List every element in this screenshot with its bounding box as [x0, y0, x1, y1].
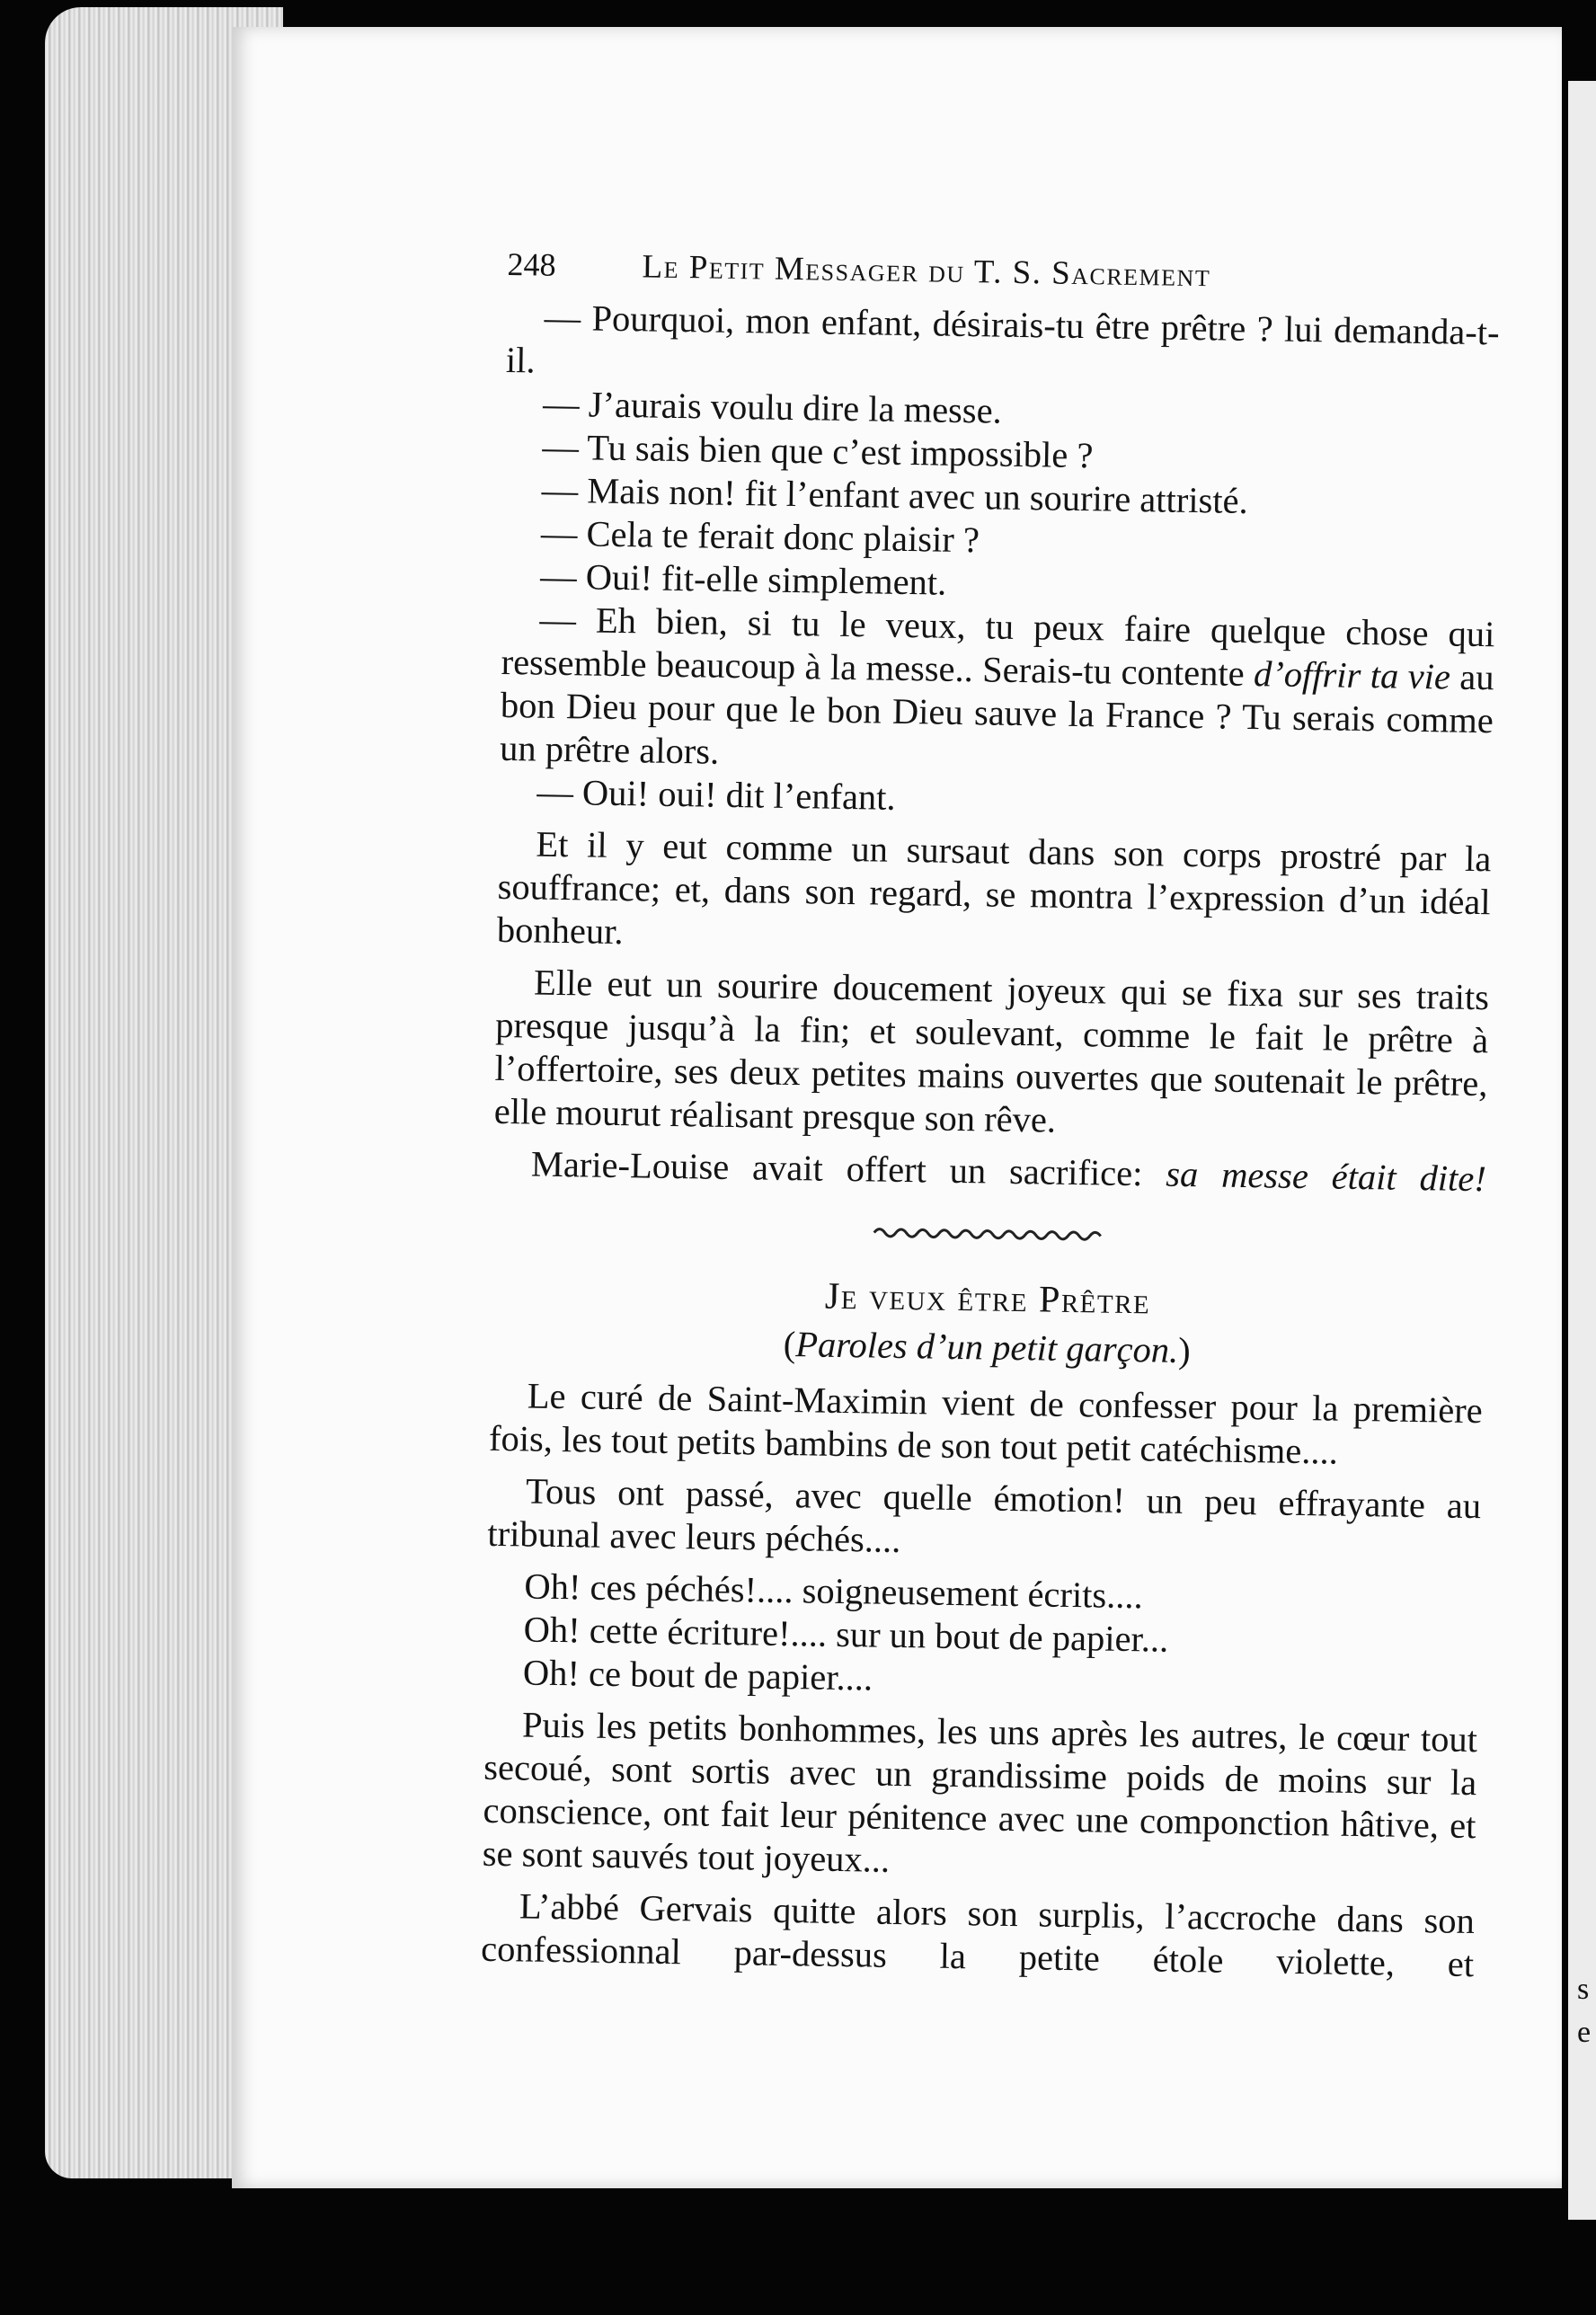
paragraph: Elle eut un sourire doucement joyeux qui se fixa sur ses traits presque jusqu’à la fin; et soulevant, comme le fait le prêtre à l’offertoire, ses deux petites mains ouvertes que soutenait le prêtre, elle mourut réalisant presque son rêve.: [493, 962, 1490, 1140]
text-run: Marie-Louise avait offert un sacrifice:: [530, 1143, 1166, 1194]
paragraph: — Tu sais bien que c’est impossible ?: [542, 426, 1094, 476]
section-subtitle: [490, 1318, 1484, 1377]
paragraph: — Mais non! fit l’enfant avec un sourire attristé.: [541, 469, 1249, 521]
paragraph: — Cela te ferait donc plaisir ?: [540, 512, 980, 561]
paragraph: — J’aurais voulu dire la messe.: [542, 383, 1003, 431]
paragraph: — Oui! fit-elle simplement.: [539, 555, 947, 603]
paragraph: Le curé de Saint-Maximin vient de confesser pour la première fois, les tout petits bambins de son tout petit catéchisme....: [488, 1375, 1484, 1472]
paragraph: Oh! ces péchés!.... soigneusement écrits....: [524, 1566, 1144, 1617]
text-run: — Eh bien, si tu le veux, tu peux faire quelque chose qui ressemble beaucoup à la messe.. Serais-tu contente: [501, 599, 1495, 695]
paragraph: Puis les petits bonhommes, les uns après les autres, le cœur tout secoué, sont sortis avec un grandissime poids de moins sur la conscience, ont fait leur pénitence avec une componction hâtive, et se sont sauvés tout joyeux...: [482, 1704, 1478, 1880]
running-title: Le Petit Messager du T. S. Sacrement: [642, 248, 1211, 295]
paragraph: L’abbé Gervais quitte alors son surplis, l’accroche dans son confessionnal par-dessus la petite étole violette, et: [480, 1885, 1476, 1985]
facing-page-fragment: e: [1577, 2016, 1592, 2049]
paragraph: Oh! ce bout de papier....: [522, 1652, 873, 1699]
subtitle-italic: Paroles d’un petit garçon.: [794, 1324, 1179, 1370]
paragraph: Oh! cette écriture!.... sur un bout de papier...: [523, 1609, 1169, 1660]
text-run: au bon Dieu pour que le bon Dieu sauve la France ? Tu serais comme un prêtre alors.: [499, 656, 1494, 772]
paragraph: Tous ont passé, avec quelle émotion! un peu effrayante au tribunal avec leurs péchés....: [487, 1470, 1482, 1561]
italic-run: d’offrir ta vie: [1253, 653, 1451, 697]
paragraph: [493, 1142, 1487, 1201]
wavy-divider: [872, 1224, 1105, 1246]
paragraph: [500, 598, 1495, 785]
paragraph: — Pourquoi, mon enfant, désirais-tu être prêtre ? lui demanda-t-il.: [505, 297, 1500, 381]
italic-run: sa messe était dite!: [1165, 1153, 1487, 1200]
section-title: Je veux être Prêtre: [824, 1275, 1151, 1323]
paren: (: [783, 1323, 796, 1365]
paragraph: — Oui! oui! dit l’enfant.: [536, 771, 897, 818]
paragraph: Et il y eut comme un sursaut dans son corps prostré par la souffrance; et, dans son regard, se montra l’expression d’un idéal bonheur.: [496, 823, 1492, 953]
facing-page-edge: [1568, 81, 1596, 2220]
facing-page-fragment: s: [1577, 1973, 1590, 2006]
page-number: 248: [507, 245, 556, 283]
paren: ): [1177, 1329, 1192, 1371]
page-text: [481, 243, 1501, 1986]
